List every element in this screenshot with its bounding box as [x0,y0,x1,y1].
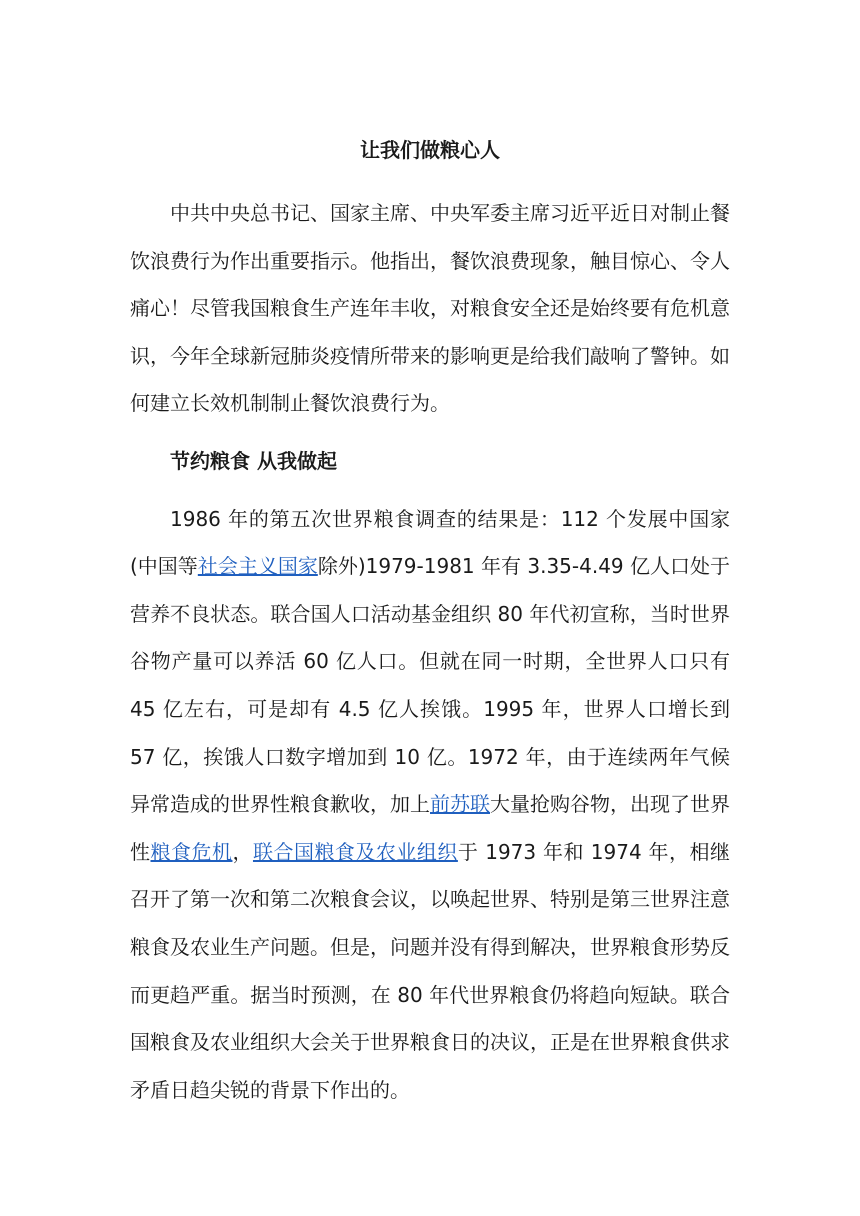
section-heading: 节约粮食 从我做起 [170,448,337,473]
history-paragraph [130,496,730,1115]
link-food-crisis[interactable]: 粮食危机 [150,839,233,864]
document-body [130,130,730,1114]
paragraph-text-segment: 1986 年的第五次世界粮食调查的结果是：112 个发展中国家(中国等 [130,506,730,579]
link-socialist-countries[interactable]: 社会主义国家 [197,554,318,579]
intro-paragraph: 中共中央总书记、国家主席、中央军委主席习近平近日对制止餐饮浪费行为作出重要指示。他指出，餐饮浪费现象，触目惊心、令人痛心！尽管我国粮食生产连年丰收，对粮食安全还是始终要有危机意识，今年全球新冠肺炎疫情所带来的影响更是给我们敲响了警钟。如何建立长效机制制止餐饮浪费行为。 [130,201,730,416]
link-former-soviet-union[interactable]: 前苏联 [430,792,490,817]
paragraph-text-segment: 大量抢购谷物，出现了世界性 [130,792,730,864]
paragraph-text-segment: 除外)1979-1981 年有 3.35-4.49 亿人口处于营养不良状态。联合国人口活动基金组织 80 年代初宣称，当时世界谷物产量可以养活 60 亿人口。但就在同一时期，全世界人口只有 45 亿左右，可是却有 4.5 亿人挨饿。1995 年，世界人口增长到 57 亿，挨饿人口数字增加到 10 亿。1972 年，由于连续两年气候异常造成的世界性粮食歉收，加上 [130,554,731,817]
link-fao[interactable]: 联合国粮食及农业组织 [252,839,458,864]
document-title: 让我们做粮心人 [360,138,500,162]
paragraph-text-segment: 于 1973 年和 1974 年，相继召开了第一次和第二次粮食会议，以唤起世界、特别是第三世界注意粮食及农业生产问题。但是，问题并没有得到解决，世界粮食形势反而更趋严重。据当时预测，在 80 年代世界粮食仍将趋向短缺。联合国粮食及农业组织大会关于世界粮食日的决议，正是在世界粮食供求矛盾日趋尖锐的背景下作出的。 [130,839,731,1102]
paragraph-text-segment: ， [232,839,253,864]
